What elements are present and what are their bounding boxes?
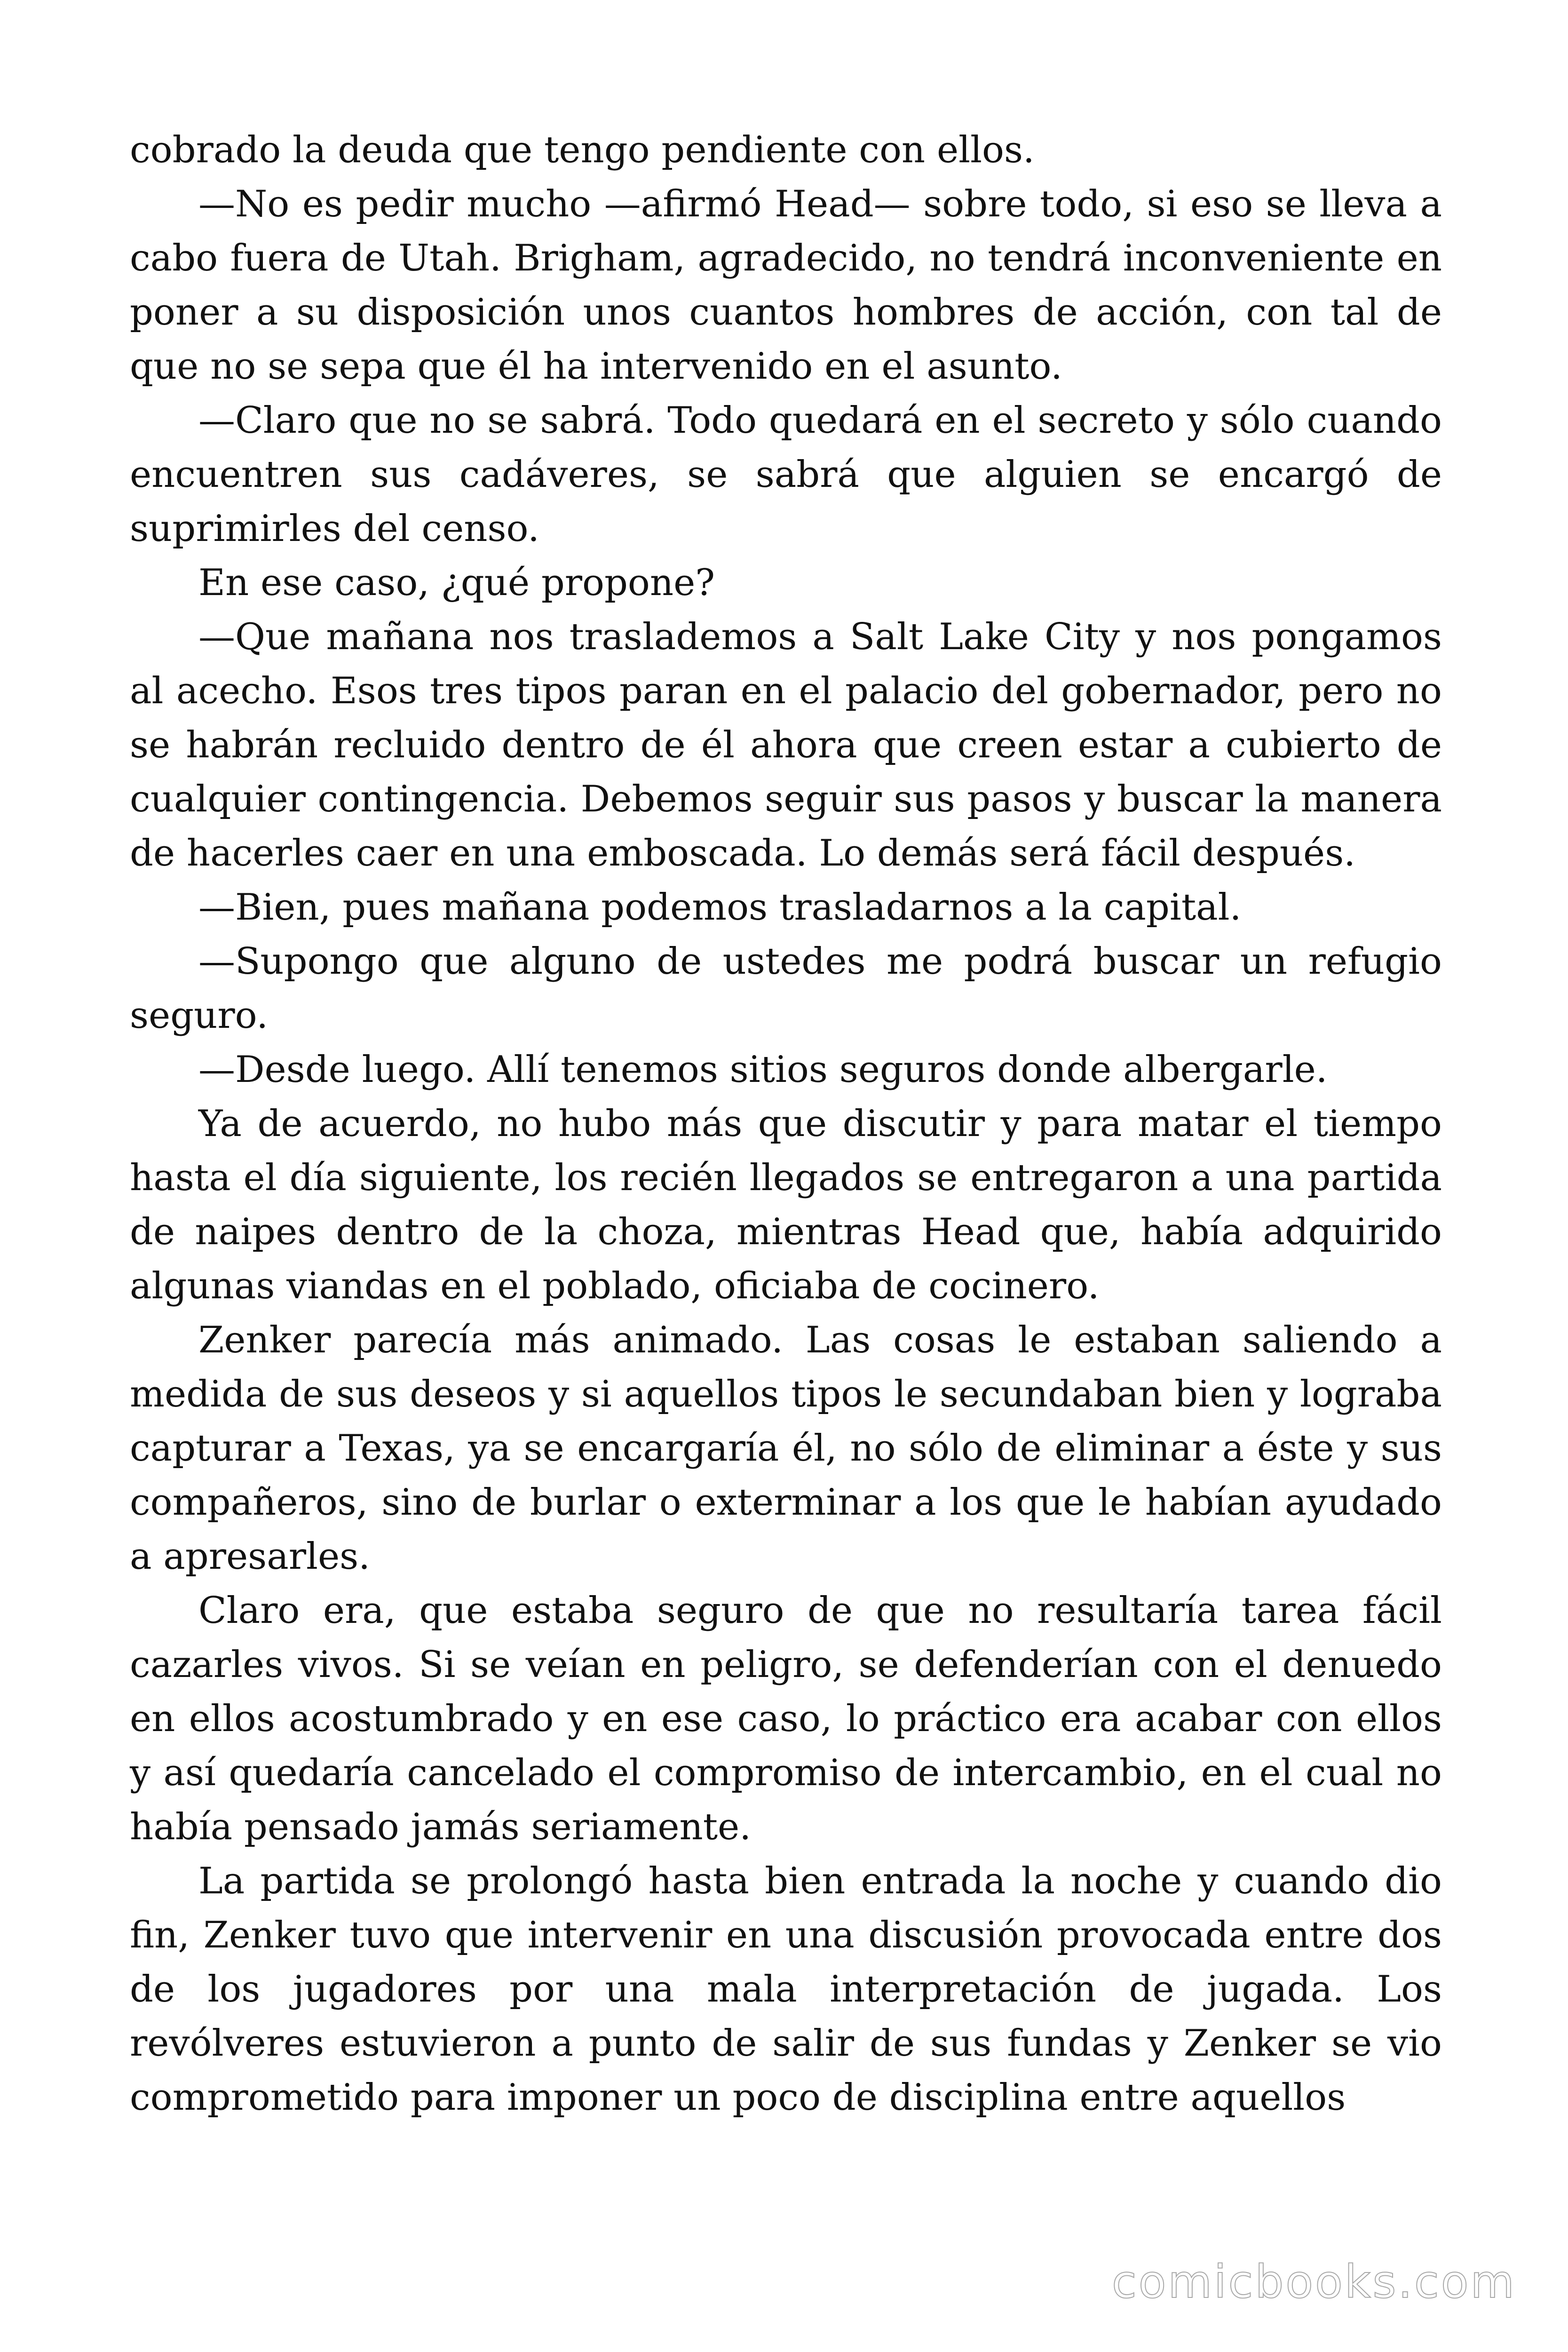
paragraph: Claro era, que estaba seguro de que no resultaría tarea fácil cazarles vivos. Si se veían en peligro, se defenderían con el denuedo en ellos acostumbrado y en ese caso, lo práctico era acabar con ellos y así quedaría cancelado el compromiso de intercambio, en el cual no había pensado jamás seriamente. (130, 1589, 1442, 1848)
page-body (130, 123, 1442, 2125)
paragraph: —Bien, pues mañana podemos trasladarnos a la capital. (198, 886, 1242, 929)
watermark: comicbooks.com (1111, 2256, 1516, 2308)
paragraph: Ya de acuerdo, no hubo más que discutir y para matar el tiempo hasta el día siguiente, los recién llegados se entregaron a una partida de naipes dentro de la choza, mientras Head que, había adquirido algunas viandas en el poblado, oficiaba de cocinero. (130, 1103, 1442, 1307)
paragraph: cobrado la deuda que tengo pendiente con ellos. (130, 129, 1035, 171)
paragraph: En ese caso, ¿qué propone? (198, 562, 715, 604)
paragraph: —Claro que no se sabrá. Todo quedará en el secreto y sólo cuando encuentren sus cadáveres, se sabrá que alguien se encargó de suprimirles del censo. (130, 399, 1442, 550)
paragraph: La partida se prolongó hasta bien entrada la noche y cuando dio fin, Zenker tuvo que intervenir en una discusión provocada entre dos de los jugadores por una mala interpretación de jugada. Los revólveres estuvieron a punto de salir de sus fundas y Zenker se vio comprometido para imponer un poco de disciplina entre aquellos (130, 1860, 1442, 2119)
paragraph: Zenker parecía más animado. Las cosas le estaban saliendo a medida de sus deseos y si aquellos tipos le secundaban bien y lograba capturar a Texas, ya se encargaría él, no sólo de eliminar a éste y sus compañeros, sino de burlar o exterminar a los que le habían ayudado a apresarles. (130, 1319, 1442, 1578)
paragraph: —No es pedir mucho —afirmó Head— sobre todo, si eso se lleva a cabo fuera de Utah. Brigham, agradecido, no tendrá inconveniente en poner a su disposición unos cuantos hombres de acción, con tal de que no se sepa que él ha intervenido en el asunto. (130, 183, 1442, 388)
paragraph: —Que mañana nos traslademos a Salt Lake City y nos pongamos al acecho. Esos tres tipos paran en el palacio del gobernador, pero no se habrán recluido dentro de él ahora que creen estar a cubierto de cualquier contingencia. Debemos seguir sus pasos y buscar la manera de hacerles caer en una emboscada. Lo demás será fácil después. (130, 616, 1442, 874)
paragraph: —Desde luego. Allí tenemos sitios seguros donde albergarle. (198, 1049, 1328, 1091)
paragraph: —Supongo que alguno de ustedes me podrá buscar un refugio seguro. (130, 940, 1442, 1037)
